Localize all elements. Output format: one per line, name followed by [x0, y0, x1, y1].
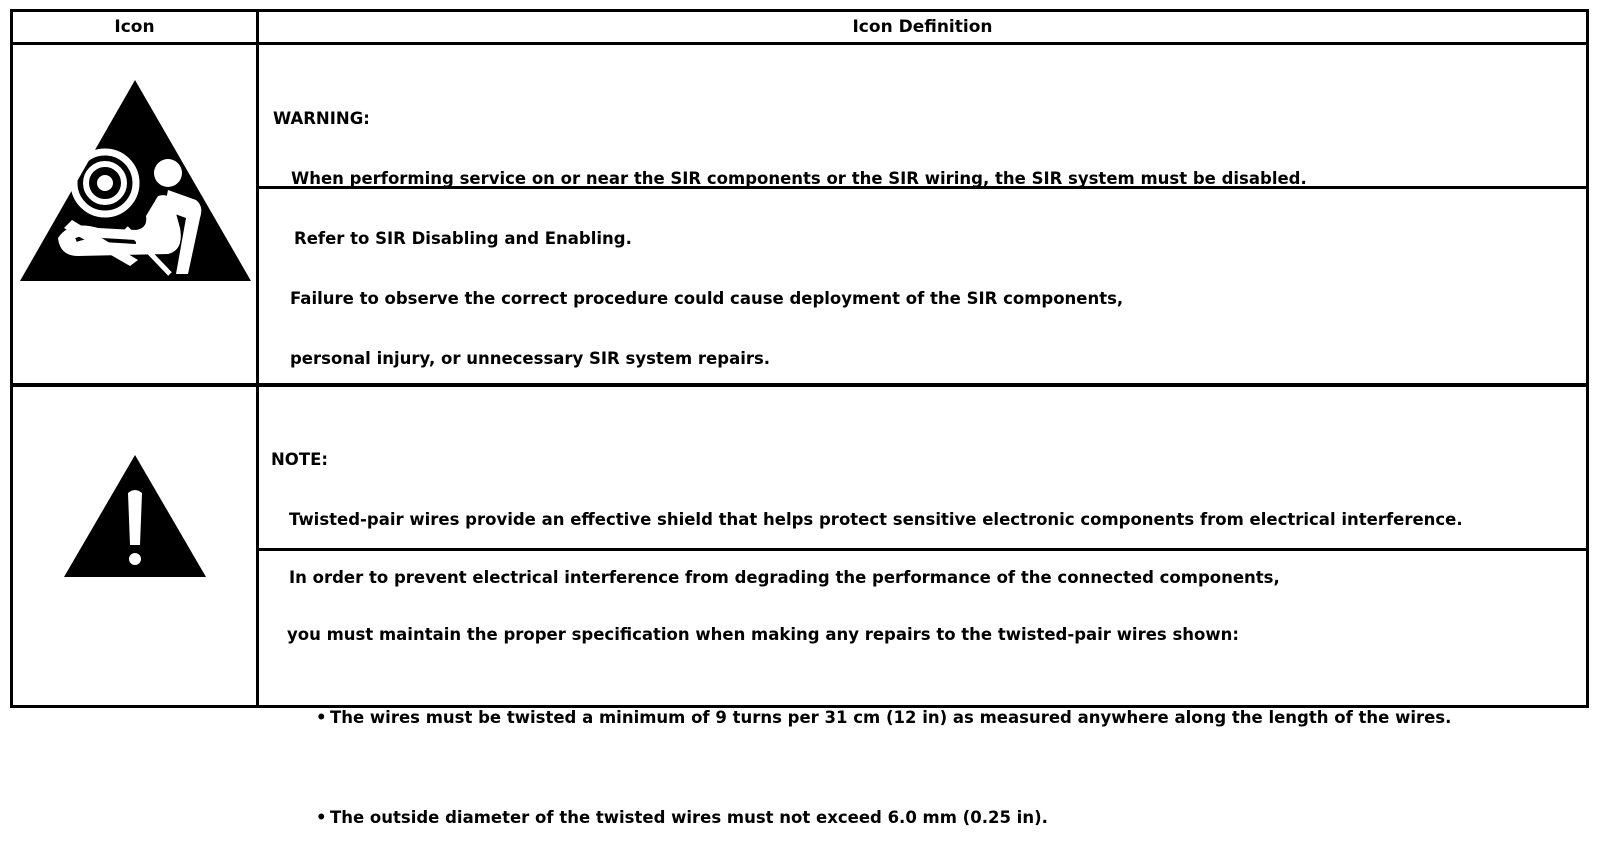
header-definition-column: Icon Definition: [852, 17, 993, 37]
bullet-text: The outside diameter of the twisted wires must not exceed 6.0 mm (0.25 in).: [329, 808, 1048, 827]
table-border-right: [1586, 9, 1589, 708]
bullet-dot: •: [315, 808, 327, 827]
header-icon-column: Icon: [114, 17, 155, 37]
column-divider: [256, 9, 259, 708]
warning-line: Refer to SIR Disabling and Enabling.: [294, 229, 632, 248]
note-line: you must maintain the proper specification when making any repairs to the twisted-pair wires shown:: [287, 625, 1239, 644]
bullet-item: [271, 788, 1463, 848]
bullet-text: The wires must be twisted a minimum of 9 turns per 31 cm (12 in) as measured anywhere along the length of the wires.: [329, 708, 1452, 727]
warning-line: When performing service on or near the SIR components or the SIR wiring, the SIR system must be disabled.: [291, 169, 1307, 188]
header-divider: [10, 42, 1589, 45]
table-border-top: [10, 9, 1589, 12]
warning-block: [273, 69, 1307, 389]
note-line: Twisted-pair wires provide an effective shield that helps protect sensitive electronic components from electrical interference.: [289, 510, 1463, 529]
warning-line: Failure to observe the correct procedure could cause deployment of the SIR components,: [290, 289, 1124, 308]
bullet-dot: •: [315, 708, 327, 727]
sir-airbag-warning-icon: [18, 78, 254, 284]
note-line: In order to prevent electrical interference from degrading the performance of the connected components,: [289, 568, 1280, 587]
table-border-left: [10, 9, 13, 708]
caution-exclamation-icon: [62, 453, 208, 579]
bullet-item: [271, 688, 1463, 748]
warning-line: personal injury, or unnecessary SIR system repairs.: [290, 349, 771, 368]
warning-heading: WARNING:: [273, 109, 370, 128]
note-heading: NOTE:: [271, 450, 328, 469]
note-block: [271, 410, 1463, 868]
